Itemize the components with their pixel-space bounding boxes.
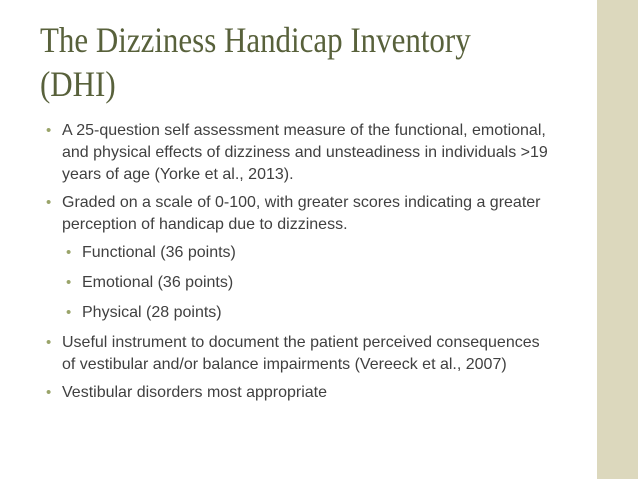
title-line-1: The Dizziness Handicap Inventory <box>40 20 471 60</box>
accent-side-bar <box>597 0 638 479</box>
title-line-2: (DHI) <box>40 64 116 104</box>
bullet-item: • Useful instrument to document the patient perceived consequences of vestibular and/or balance impairments (Vereeck et al., 2007) <box>46 332 556 376</box>
bullet-item: • A 25-question self assessment measure of the functional, emotional, and physical effects of dizziness and unsteadiness in individuals >19 years of age (Yorke et al., 2013). <box>46 120 556 186</box>
sub-bullet-item: • Emotional (36 points) <box>46 272 556 294</box>
sub-bullet-item: • Physical (28 points) <box>46 302 556 324</box>
bullet-list <box>46 120 556 410</box>
slide-title <box>40 18 522 106</box>
sub-bullet-item: • Functional (36 points) <box>46 242 556 264</box>
bullet-item: • Vestibular disorders most appropriate <box>46 382 556 404</box>
bullet-item: • Graded on a scale of 0-100, with greater scores indicating a greater perception of handicap due to dizziness. <box>46 192 556 236</box>
